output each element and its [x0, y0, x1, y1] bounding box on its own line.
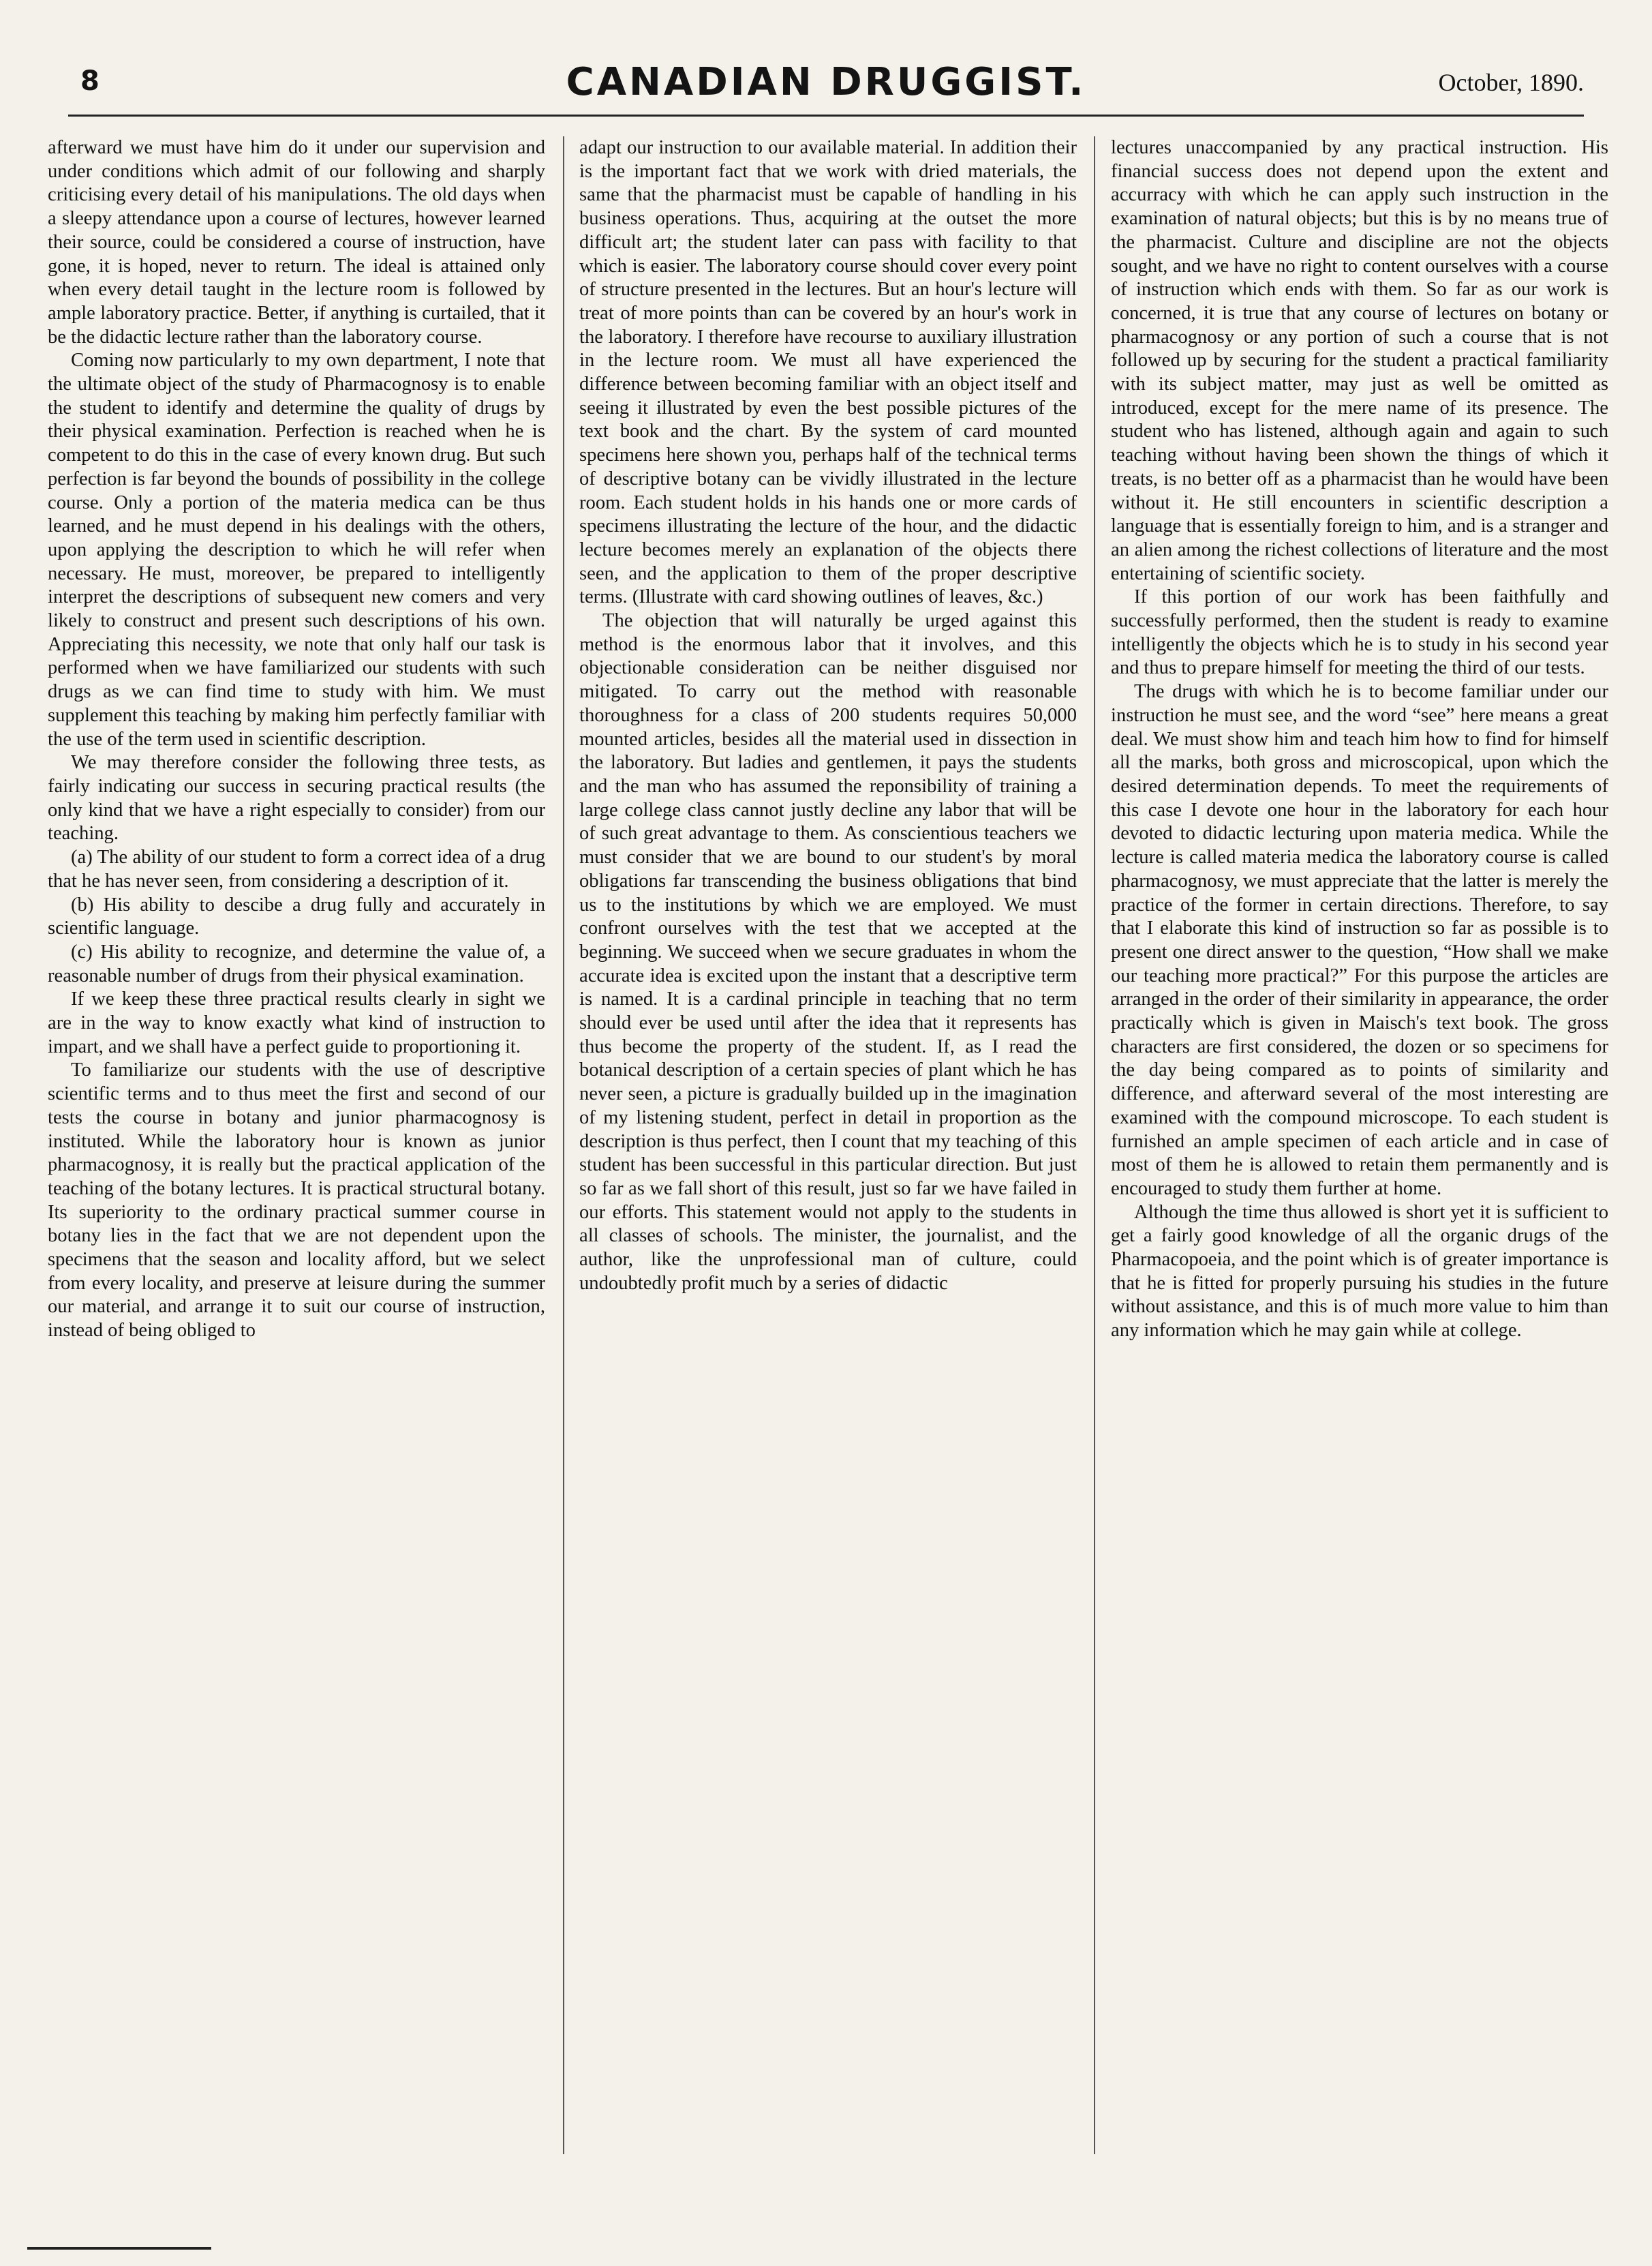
- page-header: [68, 60, 1584, 108]
- paragraph: We may therefore consider the following three tests, as fairly indicating our success in securing practical results (the only kind that we have a right especially to consider) from our teaching.: [48, 752, 545, 845]
- paragraph: The objection that will naturally be urged against this method is the enormous labor that it involves, and this objectionable consideration can be neither disguised nor mitigated. To carry out the method with reasonable thoroughness for a class of 200 students requires 50,000 mounted articles, besides all the material used in dissection in the laboratory. But ladies and gentlemen, it pays the students and the man who has assumed the reponsibility of training a large college class cannot justly decline any labor that will be of such great advantage to them. As conscientious teachers we must consider that we are bound to our student's by moral obligations far transcending the business obligations that bind us to the institutions by which we are employed. We must confront ourselves with the test that we accepted at the beginning. We succeed when we secure graduates in whom the accurate idea is excited upon the instant that a descriptive term is named. It is a cardinal principle in teaching that no term should ever be used until after the idea that it represents has thus become the property of the student. If, as I read the botanical description of a certain species of plant which he has never seen, a picture is gradually builded up in the imagination of my listening student, perfect in detail in proportion as the description is thus perfect, then I count that my teaching of this student has been successful in this particular direction. But just so far as we fall short of this result, just so far we have failed in our efforts. This statement would not apply to the students in all classes of schools. The minister, the journalist, and the author, like the unprofessional man of culture, could undoubtedly profit much by a series of didactic: [579, 610, 1077, 1294]
- paragraph: Although the time thus allowed is short yet it is sufficient to get a fairly good knowledge of all the organic drugs of the Pharmacopoeia, and the point which is of greater importance is that he is fitted for properly pursuing his studies in the future without assistance, and this is of much more value to him than any information which he may gain while at college.: [1111, 1201, 1608, 1342]
- paragraph: The drugs with which he is to become familiar under our instruction he must see, and the word “see” here means a great deal. We must show him and teach him how to find for himself all the marks, both gross and microscopical, upon which the desired determination depends. To meet the requirements of this case I devote one hour in the laboratory for each hour devoted to didactic lecturing upon materia medica. While the lecture is called materia medica the laboratory course is called pharmacognosy, we must appreciate that the latter is merely the practice of the former in certain directions. Therefore, to say that I elaborate this kind of instruction so far as possible is to present one direct answer to the question, “How shall we make our teaching more practical?” For this purpose the articles are arranged in the order of their similarity in appearance, the order practically which is given in Maisch's text book. The gross characters are first considered, the dozen or so specimens for the day being compared as to points of similarity and difference, and afterward several of the most interesting are examined with the compound microscope. To each student is furnished an ample specimen of each article and in case of most of them he is allowed to retain them permanently and is encouraged to study them further at home.: [1111, 681, 1608, 1199]
- paragraph: If this portion of our work has been faithfully and successfully performed, then the student is ready to examine intelligently the objects which he is to study in his second year and thus to prepare himself for meeting the third of our tests.: [1111, 586, 1608, 679]
- footer-rule: [27, 2247, 211, 2250]
- paragraph: (a) The ability of our student to form a correct idea of a drug that he has never seen, from considering a description of it.: [48, 847, 545, 892]
- paragraph: lectures unaccompanied by any practical instruction. His financial success does not depend upon the extent and accurracy with which he can apply such instruction in the examination of natural objects; but this is by no means true of the pharmacist. Culture and discipline are not the objects sought, and we have no right to content ourselves with a course of instruction which ends with them. So far as our work is concerned, it is true that any course of lectures on botany or pharmacognosy or any portion of such a course that is not followed up by securing for the student a practical familiarity with its subject matter, may just as well be omitted as introduced, except for the mere name of its presence. The student who has listened, although again and again to such teaching without having been shown the things of which it treats, is no better off as a pharmacist than he would have been without it. He still encounters in scientific description a language that is essentially foreign to him, and is a stranger and an alien among the richest collections of literature and the most entertaining of scientific society.: [1111, 137, 1608, 584]
- paragraph: (c) His ability to recognize, and determine the value of, a reasonable number of drugs from their physical examination.: [48, 941, 545, 986]
- column-2: [579, 136, 1077, 2181]
- paragraph: If we keep these three practical results clearly in sight we are in the way to know exactly what kind of instruction to impart, and we shall have a perfect guide to proportioning it.: [48, 988, 545, 1057]
- issue-date: October, 1890.: [1438, 69, 1584, 96]
- journal-title: CANADIAN DRUGGIST.: [566, 60, 1086, 104]
- paragraph: To familiarize our students with the use of descriptive scientific terms and to thus meet the first and second of our tests the course in botany and junior pharmacognosy is instituted. While the laboratory hour is known as junior pharmacognosy, it is really but the practical application of the teaching of the botany lectures. It is practical structural botany. Its superiority to the ordinary practical summer course in botany lies in the fact that we are not dependent upon the specimens that the season and locality afford, but we select from every locality, and preserve at leisure during the summer our material, and arrange it to suit our course of instruction, instead of being obliged to: [48, 1059, 545, 1342]
- paragraph: (b) His ability to descibe a drug fully and accurately in scientific language.: [48, 894, 545, 939]
- column-3: [1111, 136, 1608, 2181]
- article-columns: [48, 136, 1608, 2181]
- page-number: 8: [80, 65, 100, 97]
- paragraph: afterward we must have him do it under our supervision and under conditions which admit of our following and sharply criticising every detail of his manipulations. The old days when a sleepy attendance upon a course of lectures, however learned their source, could be considered a course of instruction, have gone, it is hoped, never to return. The ideal is attained only when every detail taught in the lecture room is followed by ample laboratory practice. Better, if anything is curtailed, that it be the didactic lecture rather than the laboratory course.: [48, 137, 545, 348]
- paragraph: adapt our instruction to our available material. In addition their is the important fact that we work with dried materials, the same that the pharmacist must be capable of handling in his business operations. Thus, acquiring at the outset the more difficult art; the student later can pass with facility to that which is easier. The laboratory course should cover every point of structure presented in the lectures. But an hour's lecture will treat of more points than can be covered by an hour's work in the laboratory. I therefore have recourse to auxiliary illustration in the lecture room. We must all have experienced the difference between becoming familiar with an object itself and seeing it illustrated by even the best possible pictures of the text book and the chart. By the system of card mounted specimens here shown you, perhaps half of the technical terms of descriptive botany can be vividly illustrated in the lecture room. Each student holds in his hands one or more cards of specimens illustrating the lecture of the hour, and the didactic lecture becomes merely an explanation of the objects there seen, and the application to them of the proper descriptive terms. (Illustrate with card showing outlines of leaves, &c.): [579, 137, 1077, 608]
- paragraph: Coming now particularly to my own department, I note that the ultimate object of the study of Pharmacognosy is to enable the student to identify and determine the quality of drugs by their physical examination. Perfection is reached when he is competent to do this in the case of every known drug. But such perfection is far beyond the bounds of possibility in the college course. Only a portion of the materia medica can be thus learned, and he must depend in his dealings with the others, upon applying the description to which he will refer when necessary. He must, moreover, be prepared to intelligently interpret the descriptions of subsequent new comers and very likely to construct and present such descriptions of his own. Appreciating this necessity, we note that only half our task is performed when we have familiarized our students with such drugs as we can find time to study with him. We must supplement this teaching by making him perfectly familiar with the use of the term used in scientific description.: [48, 350, 545, 750]
- column-1: [48, 136, 545, 2181]
- header-rule: [68, 115, 1584, 117]
